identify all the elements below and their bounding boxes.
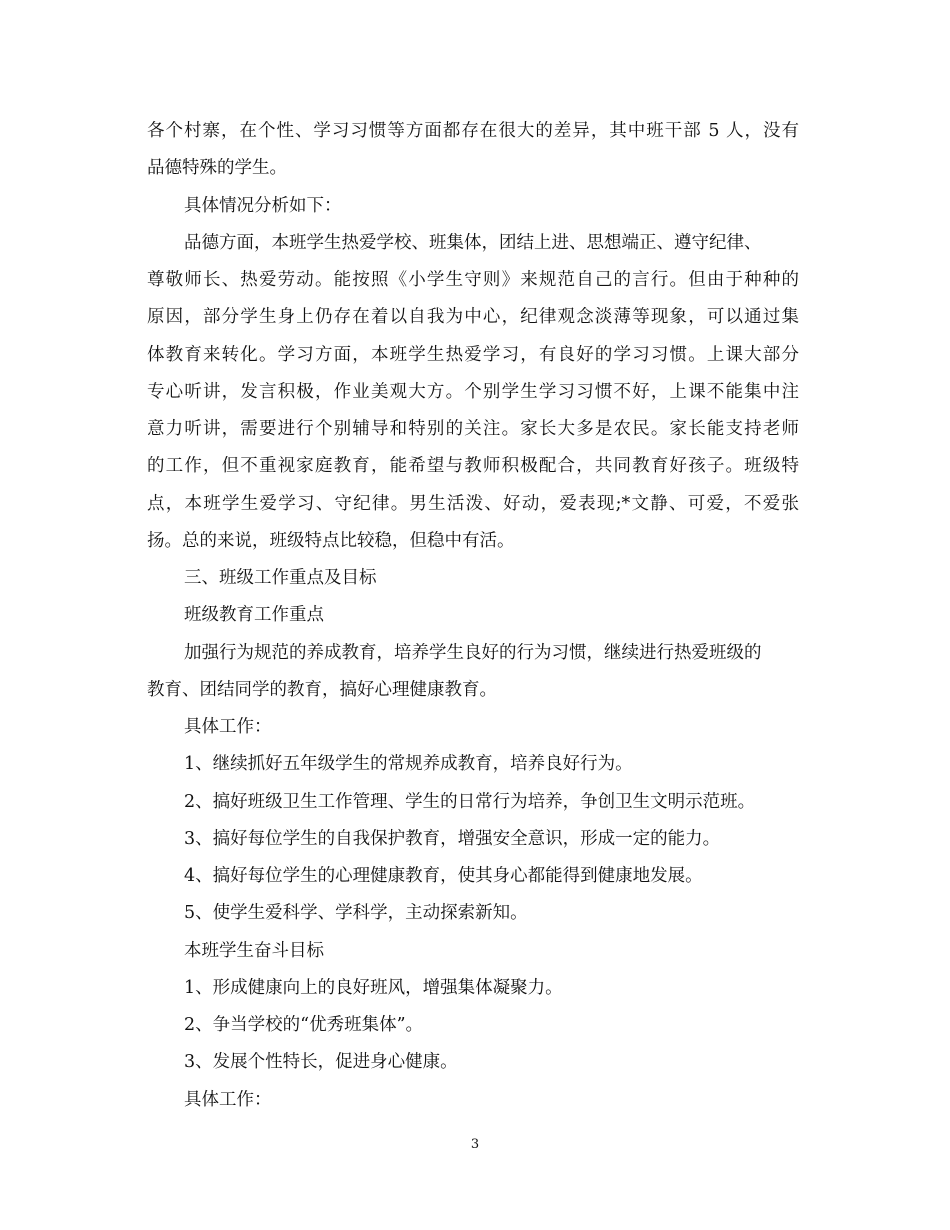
text-line: 具体工作： xyxy=(184,717,272,737)
list-item: 3、搞好每位学生的自我保护教育，增强安全意识，形成一定的能力。 xyxy=(184,829,721,849)
subsection-heading: 本班学生奋斗目标 xyxy=(184,941,324,961)
section-heading: 三、班级工作重点及目标 xyxy=(184,568,377,588)
list-item: 1、形成健康向上的良好班风，增强集体凝聚力。 xyxy=(184,978,563,998)
text-line: 具体情况分析如下： xyxy=(184,196,342,216)
text-line: 意力听讲，需要进行个别辅导和特别的关注。家长大多是农民。家长能支持老师 xyxy=(147,419,799,439)
text-line: 点，本班学生爱学习、守纪律。男生活泼、好动，爱表现;*文静、可爱，不爱张 xyxy=(147,494,799,514)
text-line: 原因，部分学生身上仍存在着以自我为中心，纪律观念淡薄等现象，可以通过集 xyxy=(147,307,799,327)
text-line: 具体工作： xyxy=(184,1090,272,1110)
list-item: 2、争当学校的“优秀班集体”。 xyxy=(184,1015,424,1035)
text-line: 品德方面，本班学生热爱学校、班集体，团结上进、思想端正、遵守纪律、 xyxy=(184,233,762,253)
text-line: 扬。总的来说，班级特点比较稳，但稳中有活。 xyxy=(147,531,515,551)
text-line: 各个村寨，在个性、学习习惯等方面都存在很大的差异，其中班干部 5 人，没有 xyxy=(147,121,799,141)
list-item: 3、发展个性特长，促进身心健康。 xyxy=(184,1052,458,1072)
text-line: 品德特殊的学生。 xyxy=(147,158,287,178)
subsection-heading: 班级教育工作重点 xyxy=(184,605,324,625)
text-line: 的工作，但不重视家庭教育，能希望与教师积极配合，共同教育好孩子。班级特 xyxy=(147,456,799,476)
text-line: 教育、团结同学的教育，搞好心理健康教育。 xyxy=(147,680,497,700)
list-item: 5、使学生爱科学、学科学，主动探索新知。 xyxy=(184,903,528,923)
page-number: 3 xyxy=(470,1137,480,1152)
list-item: 1、继续抓好五年级学生的常规养成教育，培养良好行为。 xyxy=(184,754,633,774)
text-line: 体教育来转化。学习方面，本班学生热爱学习，有良好的学习习惯。上课大部分 xyxy=(147,345,799,365)
list-item: 2、搞好班级卫生工作管理、学生的日常行为培养，争创卫生文明示范班。 xyxy=(184,792,756,812)
text-line: 专心听讲，发言积极，作业美观大方。个别学生学习习惯不好，上课不能集中注 xyxy=(147,382,799,402)
list-item: 4、搞好每位学生的心理健康教育，使其身心都能得到健康地发展。 xyxy=(184,866,703,886)
text-line: 尊敬师长、热爱劳动。能按照《小学生守则》来规范自己的言行。但由于种种的 xyxy=(147,270,799,290)
text-line: 加强行为规范的养成教育，培养学生良好的行为习惯，继续进行热爱班级的 xyxy=(184,643,762,663)
